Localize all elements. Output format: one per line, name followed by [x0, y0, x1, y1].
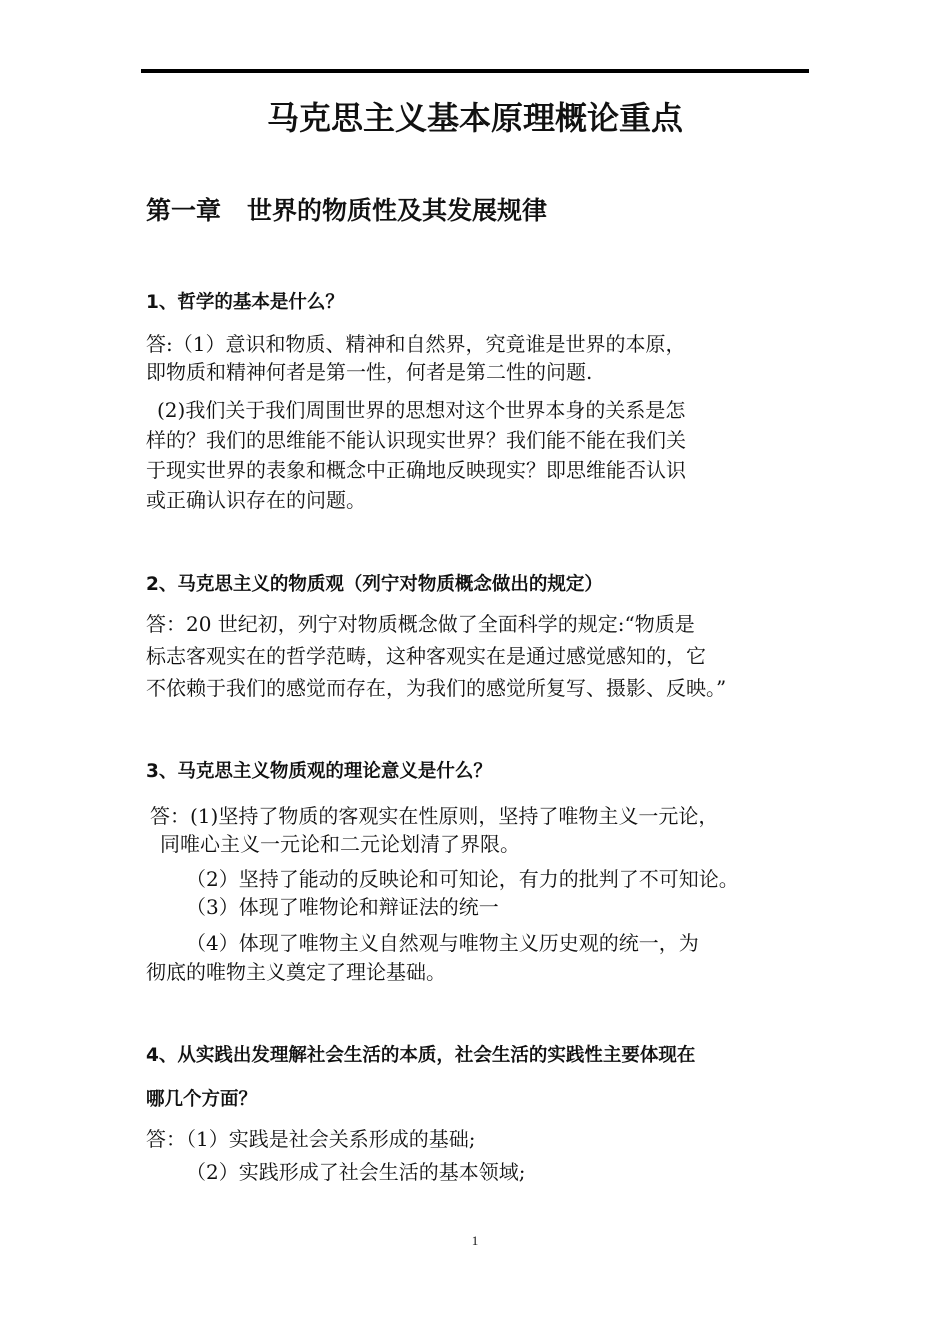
chapter-heading	[146, 192, 547, 230]
answer-1-line-3: (2)我们关于我们周围世界的思想对这个世界本身的关系是怎	[157, 398, 686, 422]
answer-1-line-5: 于现实世界的表象和概念中正确地反映现实？即思维能否认识	[146, 458, 686, 482]
answer-3-line-3: （2）坚持了能动的反映论和可知论，有力的批判了不可知论。	[186, 867, 739, 891]
question-4-line-2: 哪几个方面？	[146, 1089, 258, 1110]
header-rule	[141, 69, 809, 73]
answer-2-line-1: 答：20 世纪初，列宁对物质概念做了全面科学的规定:“物质是	[146, 612, 695, 636]
question-4-line-1: 4、从实践出发理解社会生活的本质，社会生活的实践性主要体现在	[146, 1045, 696, 1066]
answer-3-line-5: （4）体现了唯物主义自然观与唯物主义历史观的统一，为	[186, 931, 699, 955]
question-1: 1、哲学的基本是什么？	[146, 292, 344, 313]
answer-1-line-1: 答:（1）意识和物质、精神和自然界，究竟谁是世界的本原，	[146, 332, 686, 356]
answer-1-line-4: 样的？我们的思维能不能认识现实世界？我们能不能在我们关	[146, 428, 686, 452]
answer-3-line-2: 同唯心主义一元论和二元论划清了界限。	[160, 832, 520, 856]
chapter-label: 第一章	[146, 196, 222, 225]
question-3: 3、马克思主义物质观的理论意义是什么？	[146, 761, 492, 782]
answer-2-line-2: 标志客观实在的哲学范畴，这种客观实在是通过感觉感知的，它	[146, 644, 706, 668]
chapter-name: 世界的物质性及其发展规律	[247, 196, 548, 225]
answer-3-line-1: 答：(1)坚持了物质的客观实在性原则，坚持了唯物主义一元论，	[150, 804, 719, 828]
answer-4-line-1: 答：（1）实践是社会关系形成的基础;	[146, 1127, 476, 1151]
answer-4-line-2: （2）实践形成了社会生活的基本领域;	[186, 1160, 526, 1184]
answer-2-line-3: 不依赖于我们的感觉而存在，为我们的感觉所复写、摄影、反映。”	[146, 676, 727, 700]
answer-3-line-6: 彻底的唯物主义奠定了理论基础。	[146, 960, 446, 984]
answer-1-line-2: 即物质和精神何者是第一性，何者是第二性的问题.	[146, 360, 593, 384]
answer-1-line-6: 或正确认识存在的问题。	[146, 488, 366, 512]
page-number: 1	[471, 1233, 479, 1248]
question-2: 2、马克思主义的物质观（列宁对物质概念做出的规定）	[146, 574, 603, 595]
answer-3-line-4: （3）体现了唯物论和辩证法的统一	[186, 895, 499, 919]
document-title: 马克思主义基本原理概论重点	[266, 99, 683, 137]
